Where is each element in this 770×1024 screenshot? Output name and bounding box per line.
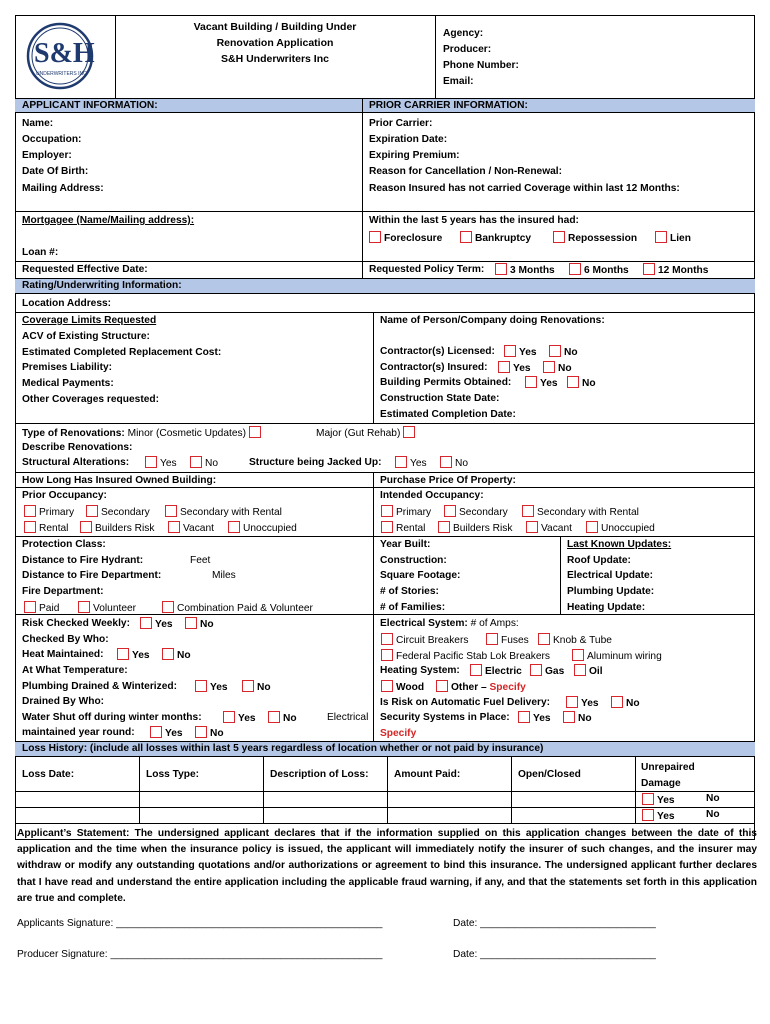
aluminum-checkbox[interactable]: [572, 649, 584, 661]
mortgagee-label: Mortgagee (Name/Mailing address):: [22, 215, 195, 226]
term-6-months[interactable]: 6 Months: [569, 263, 629, 277]
fuel-yes-checkbox[interactable]: [566, 696, 578, 708]
drained-by-label: Drained By Who:: [22, 696, 105, 707]
prior-primary[interactable]: Primary: [24, 505, 74, 519]
fuel-no-checkbox[interactable]: [611, 696, 623, 708]
other-option[interactable]: Other – Specify: [436, 680, 526, 694]
wood-checkbox[interactable]: [381, 680, 393, 692]
intended-secondary-rental[interactable]: Secondary with Rental: [522, 505, 639, 519]
wood-option[interactable]: Wood: [381, 680, 424, 694]
major-option[interactable]: Major (Gut Rehab): [316, 426, 418, 440]
describe-label: Describe Renovations:: [22, 442, 133, 453]
term-12-months[interactable]: 12 Months: [643, 263, 708, 277]
occupation-label: Occupation:: [22, 134, 82, 145]
term-3-checkbox[interactable]: [495, 263, 507, 275]
water-shut-yes[interactable]: Yes: [223, 711, 256, 725]
electrical-update-label: Electrical Update:: [567, 570, 654, 581]
prior-builders-risk-checkbox[interactable]: [80, 521, 92, 533]
prior-unoccupied[interactable]: Unoccupied: [228, 521, 297, 535]
hydrant-label: Distance to Fire Hydrant:: [22, 555, 144, 566]
repossession-checkbox[interactable]: [553, 231, 565, 243]
reason-cancel-label: Reason for Cancellation / Non-Renewal:: [369, 166, 563, 177]
contractor-insured-yes[interactable]: Yes: [498, 361, 531, 375]
checked-weekly-label: Risk Checked Weekly:: [22, 618, 130, 629]
oil-option[interactable]: Oil: [574, 664, 603, 678]
damage-yes-1-checkbox[interactable]: [642, 793, 654, 805]
volunteer-option[interactable]: Volunteer: [78, 601, 136, 615]
oil-checkbox[interactable]: [574, 664, 586, 676]
checked-weekly-yes[interactable]: Yes: [140, 617, 173, 631]
last5-label: Within the last 5 years has the insured had:: [369, 215, 579, 226]
paid-checkbox[interactable]: [24, 601, 36, 613]
policy-term-label: Requested Policy Term:: [369, 264, 485, 275]
prior-occupancy-label: Prior Occupancy:: [22, 490, 107, 501]
fuel-label: Is Risk on Automatic Fuel Delivery:: [380, 697, 551, 708]
jacked-yes[interactable]: Yes: [395, 456, 427, 470]
drained-no-checkbox[interactable]: [242, 680, 254, 692]
electrical-word: Electrical: [327, 712, 369, 723]
medical-label: Medical Payments:: [22, 378, 114, 389]
intended-rental-checkbox[interactable]: [381, 521, 393, 533]
miles-label: Miles: [212, 570, 236, 581]
intended-vacant-checkbox[interactable]: [526, 521, 538, 533]
damage-yes-2[interactable]: Yes: [642, 809, 675, 823]
phone-label: Phone Number:: [443, 60, 519, 71]
jacked-no-checkbox[interactable]: [440, 456, 452, 468]
heat-no[interactable]: No: [162, 648, 191, 662]
combination-checkbox[interactable]: [162, 601, 174, 613]
prior-vacant-checkbox[interactable]: [168, 521, 180, 533]
gas-checkbox[interactable]: [530, 664, 542, 676]
lien-checkbox[interactable]: [655, 231, 667, 243]
expiration-label: Expiration Date:: [369, 134, 448, 145]
heat-yes[interactable]: Yes: [117, 648, 150, 662]
prior-unoccupied-checkbox[interactable]: [228, 521, 240, 533]
circuit-checkbox[interactable]: [381, 633, 393, 645]
other-coverages-label: Other Coverages requested:: [22, 394, 160, 405]
producer-label: Producer:: [443, 44, 492, 55]
intended-unoccupied[interactable]: Unoccupied: [586, 521, 655, 535]
last-updates-label: Last Known Updates:: [567, 539, 672, 550]
replacement-label: Estimated Completed Replacement Cost:: [22, 347, 222, 358]
permits-label: Building Permits Obtained:: [380, 377, 512, 388]
combination-option[interactable]: Combination Paid & Volunteer: [162, 601, 313, 615]
insured-no-checkbox[interactable]: [543, 361, 555, 373]
intended-secondary-rental-checkbox[interactable]: [522, 505, 534, 517]
roof-update-label: Roof Update:: [567, 555, 631, 566]
temperature-label: At What Temperature:: [22, 665, 128, 676]
purchase-price-label: Purchase Price Of Property:: [380, 475, 516, 486]
fire-dept-distance-label: Distance to Fire Department:: [22, 570, 162, 581]
heating-update-label: Heating Update:: [567, 602, 646, 613]
producer-date-line[interactable]: Date: _______________________________: [453, 949, 656, 960]
loss-description-header: Description of Loss:: [270, 769, 369, 780]
form-title: Vacant Building / Building Under Renovation Application S&H Underwriters Inc: [193, 21, 357, 65]
water-no-checkbox[interactable]: [268, 711, 280, 723]
prior-builders-risk[interactable]: Builders Risk: [80, 521, 154, 535]
loss-type-header: Loss Type:: [146, 769, 200, 780]
applicant-heading: APPLICANT INFORMATION:: [22, 100, 158, 111]
security-no-checkbox[interactable]: [563, 711, 575, 723]
maintained-no-checkbox[interactable]: [195, 726, 207, 738]
open-closed-header: Open/Closed: [518, 769, 581, 780]
prior-primary-checkbox[interactable]: [24, 505, 36, 517]
heat-label: Heat Maintained:: [22, 649, 104, 660]
construction-state-label: Construction State Date:: [380, 393, 500, 404]
maintained-yes[interactable]: Yes: [150, 726, 183, 740]
loan-label: Loan #:: [22, 247, 59, 258]
foreclosure-checkbox[interactable]: [369, 231, 381, 243]
name-label: Name:: [22, 118, 54, 129]
construction-label: Construction:: [380, 555, 447, 566]
intended-rental[interactable]: Rental: [381, 521, 425, 535]
loss-date-header: Loss Date:: [22, 769, 75, 780]
electrical-system-label: Electrical System: # of Amps:: [380, 618, 519, 629]
acv-label: ACV of Existing Structure:: [22, 331, 150, 342]
prior-carrier-label: Prior Carrier:: [369, 118, 433, 129]
fuel-no[interactable]: No: [611, 696, 640, 710]
permits-yes-checkbox[interactable]: [525, 376, 537, 388]
insured-yes-checkbox[interactable]: [498, 361, 510, 373]
jacked-no[interactable]: No: [440, 456, 468, 470]
checked-by-label: Checked By Who:: [22, 634, 109, 645]
federal-checkbox[interactable]: [381, 649, 393, 661]
contractor-insured-no[interactable]: No: [543, 361, 572, 375]
applicant-date-line[interactable]: Date: _______________________________: [453, 918, 656, 929]
water-yes-checkbox[interactable]: [223, 711, 235, 723]
repossession-option[interactable]: Repossession: [553, 231, 637, 245]
intended-secondary-checkbox[interactable]: [444, 505, 456, 517]
drained-yes[interactable]: Yes: [195, 680, 228, 694]
prior-rental[interactable]: Rental: [24, 521, 68, 535]
maintained-no[interactable]: No: [195, 726, 224, 740]
protection-class-label: Protection Class:: [22, 539, 106, 550]
paid-option[interactable]: Paid: [24, 601, 59, 615]
security-yes[interactable]: Yes: [518, 711, 551, 725]
term-12-checkbox[interactable]: [643, 263, 655, 275]
completion-label: Estimated Completion Date:: [380, 409, 516, 420]
water-shut-no[interactable]: No: [268, 711, 297, 725]
major-checkbox[interactable]: [403, 426, 415, 438]
location-label: Location Address:: [22, 298, 112, 309]
prior-heading: PRIOR CARRIER INFORMATION:: [369, 100, 528, 111]
stories-label: # of Stories:: [380, 586, 439, 597]
bankruptcy-checkbox[interactable]: [460, 231, 472, 243]
drained-no[interactable]: No: [242, 680, 271, 694]
intended-occupancy-label: Intended Occupancy:: [380, 490, 484, 501]
security-label: Security Systems in Place:: [380, 712, 510, 723]
prior-rental-checkbox[interactable]: [24, 521, 36, 533]
gas-option[interactable]: Gas: [530, 664, 564, 678]
unrepaired-header: Unrepaired Damage: [641, 762, 695, 789]
contractor-insured-label: Contractor(s) Insured:: [380, 362, 488, 373]
plumbing-update-label: Plumbing Update:: [567, 586, 655, 597]
intended-unoccupied-checkbox[interactable]: [586, 521, 598, 533]
logo-subtext: UNDERWRITERS INC: [36, 71, 87, 77]
email-label: Email:: [443, 76, 474, 87]
permits-no[interactable]: No: [567, 376, 596, 390]
families-label: # of Families:: [380, 602, 446, 613]
coverage-limits-label: Coverage Limits Requested: [22, 315, 157, 326]
minor-checkbox[interactable]: [249, 426, 261, 438]
damage-no-1: No: [706, 793, 720, 804]
structural-no-checkbox[interactable]: [190, 456, 202, 468]
structural-label: Structural Alterations:: [22, 457, 130, 468]
weekly-no-checkbox[interactable]: [185, 617, 197, 629]
intended-primary[interactable]: Primary: [381, 505, 431, 519]
producer-signature-line[interactable]: Producer Signature: ________________________________________________: [17, 949, 383, 960]
federal-option[interactable]: Federal Pacific Stab Lok Breakers: [381, 649, 550, 663]
effective-date-label: Requested Effective Date:: [22, 264, 148, 275]
how-long-label: How Long Has Insured Owned Building:: [22, 475, 217, 486]
intended-builders-risk[interactable]: Builders Risk: [438, 521, 512, 535]
contractor-licensed-no[interactable]: No: [549, 345, 578, 359]
lien-option[interactable]: Lien: [655, 231, 691, 245]
other-checkbox[interactable]: [436, 680, 448, 692]
heat-yes-checkbox[interactable]: [117, 648, 129, 660]
heat-no-checkbox[interactable]: [162, 648, 174, 660]
licensed-yes-checkbox[interactable]: [504, 345, 516, 357]
fuses-checkbox[interactable]: [486, 633, 498, 645]
agency-label: Agency:: [443, 28, 484, 39]
prior-secondary-checkbox[interactable]: [86, 505, 98, 517]
licensed-no-checkbox[interactable]: [549, 345, 561, 357]
feet-label: Feet: [190, 555, 211, 566]
damage-no-2: No: [706, 809, 720, 820]
knob-checkbox[interactable]: [538, 633, 550, 645]
security-yes-checkbox[interactable]: [518, 711, 530, 723]
renov-company-label: Name of Person/Company doing Renovations:: [380, 315, 605, 326]
prior-secondary-rental-checkbox[interactable]: [165, 505, 177, 517]
prior-secondary[interactable]: Secondary: [86, 505, 150, 519]
electric-option[interactable]: Electric: [470, 664, 522, 678]
applicant-statement: Applicant’s Statement: The undersigned applicant declares that if the information supplied on this application changes between the date of this application and the time when the insurance policy is issued, the applicant will immediately notify the insurer of such changes, and the insurer may withdraw or modify any outstanding quotations and/or authorizations or agreement to bind this insurance. The undersigned applicant further declares that I have read and understand the entire application including the applicable fraud warning, if any, and that the statements set forth in this application are true and complete.: [17, 828, 757, 904]
structural-yes-checkbox[interactable]: [145, 456, 157, 468]
contractor-licensed-yes[interactable]: Yes: [504, 345, 537, 359]
electric-checkbox[interactable]: [470, 664, 482, 676]
fire-dept-label: Fire Department:: [22, 586, 104, 597]
mailing-label: Mailing Address:: [22, 183, 104, 194]
jacked-label: Structure being Jacked Up:: [249, 457, 382, 468]
jacked-yes-checkbox[interactable]: [395, 456, 407, 468]
structural-yes[interactable]: Yes: [145, 456, 177, 470]
rating-heading: Rating/Underwriting Information:: [22, 280, 182, 291]
heating-system-label: Heating System:: [380, 665, 460, 676]
premium-label: Expiring Premium:: [369, 150, 460, 161]
intended-vacant[interactable]: Vacant: [526, 521, 572, 535]
maintained-label: maintained year round:: [22, 727, 135, 738]
applicant-signature-line[interactable]: Applicants Signature: _______________________________________________: [17, 918, 383, 929]
knob-option[interactable]: Knob & Tube: [538, 633, 612, 647]
foreclosure-option[interactable]: Foreclosure: [369, 231, 442, 245]
contractor-licensed-label: Contractor(s) Licensed:: [380, 346, 495, 357]
aluminum-option[interactable]: Aluminum wiring: [572, 649, 662, 663]
intended-primary-checkbox[interactable]: [381, 505, 393, 517]
employer-label: Employer:: [22, 150, 72, 161]
fuel-yes[interactable]: Yes: [566, 696, 599, 710]
weekly-yes-checkbox[interactable]: [140, 617, 152, 629]
premises-label: Premises Liability:: [22, 362, 113, 373]
year-built-label: Year Built:: [380, 539, 431, 550]
amount-paid-header: Amount Paid:: [394, 769, 461, 780]
reason-no-coverage-label: Reason Insured has not carried Coverage within last 12 Months:: [369, 183, 680, 194]
damage-yes-2-checkbox[interactable]: [642, 809, 654, 821]
renovation-type-label: Type of Renovations: Minor (Cosmetic Updates): [22, 426, 264, 440]
dob-label: Date Of Birth:: [22, 166, 89, 177]
term-6-checkbox[interactable]: [569, 263, 581, 275]
specify-text: Specify: [380, 728, 417, 739]
prior-vacant[interactable]: Vacant: [168, 521, 214, 535]
permits-no-checkbox[interactable]: [567, 376, 579, 388]
permits-yes[interactable]: Yes: [525, 376, 558, 390]
fuses-option[interactable]: Fuses: [486, 633, 529, 647]
intended-builders-risk-checkbox[interactable]: [438, 521, 450, 533]
drained-yes-checkbox[interactable]: [195, 680, 207, 692]
circuit-option[interactable]: Circuit Breakers: [381, 633, 468, 647]
structural-no[interactable]: No: [190, 456, 218, 470]
loss-heading: Loss History: (include all losses within last 5 years regardless of location whether or not paid by insurance): [22, 743, 544, 754]
bankruptcy-option[interactable]: Bankruptcy: [460, 231, 531, 245]
company-logo: [22, 20, 108, 92]
checked-weekly-no[interactable]: No: [185, 617, 214, 631]
sqft-label: Square Footage:: [380, 570, 461, 581]
logo-text: S&H: [34, 38, 95, 69]
security-no[interactable]: No: [563, 711, 592, 725]
term-3-months[interactable]: 3 Months: [495, 263, 555, 277]
intended-secondary[interactable]: Secondary: [444, 505, 508, 519]
damage-yes-1[interactable]: Yes: [642, 793, 675, 807]
volunteer-checkbox[interactable]: [78, 601, 90, 613]
maintained-yes-checkbox[interactable]: [150, 726, 162, 738]
plumbing-drained-label: Plumbing Drained & Winterized:: [22, 681, 177, 692]
prior-secondary-rental[interactable]: Secondary with Rental: [165, 505, 282, 519]
water-shut-label: Water Shut off during winter months:: [22, 712, 202, 723]
